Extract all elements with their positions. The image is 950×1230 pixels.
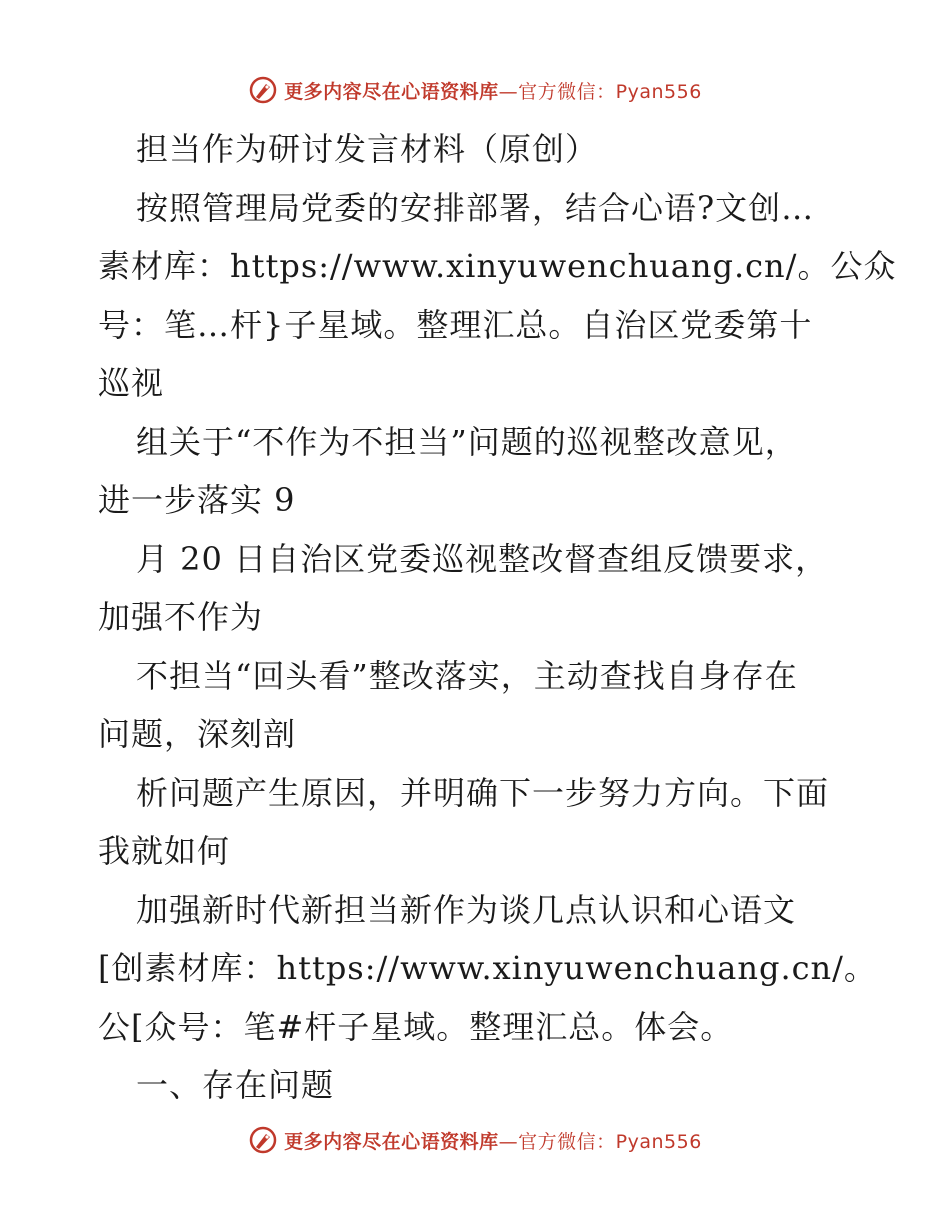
footer-banner-text: [284, 1127, 702, 1154]
text-line: [创素材库：https://www.xinyuwenchuang.cn/。: [98, 949, 877, 987]
footer-banner: [0, 1120, 950, 1160]
header-banner-wechat: 官方微信：Pyan556: [518, 80, 702, 103]
text-line: 加强新时代新担当新作为谈几点认识和心语文: [136, 890, 797, 929]
text-line: 巡视: [98, 364, 165, 402]
text-line: 不担当“回头看”整改落实，主动查找自身存在: [136, 656, 798, 695]
text-line: 号：笔…杆}子星域。整理汇总。自治区党委第十: [98, 305, 813, 344]
text-line: 素材库：https://www.xinyuwenchuang.cn/。公众: [98, 247, 897, 285]
footer-banner-dash: —: [498, 1130, 519, 1153]
text-line: 我就如何: [98, 832, 231, 870]
pen-nib-circle-icon: [248, 75, 278, 105]
header-banner: [0, 70, 950, 110]
text-line: 问题，深刻剖: [98, 715, 297, 753]
text-line: 月 20 日自治区党委巡视整改督查组反馈要求，: [136, 539, 829, 578]
footer-banner-main: 更多内容尽在心语资料库: [284, 1130, 499, 1153]
document-body: [98, 120, 897, 1115]
text-line: 进一步落实 9: [98, 481, 296, 519]
text-line: 按照管理局党委的安排部署，结合心语?文创…: [136, 188, 815, 227]
text-line: 担当作为研讨发言材料（原创）: [136, 130, 599, 168]
header-banner-main: 更多内容尽在心语资料库: [284, 80, 499, 103]
text-line: 加强不作为: [98, 598, 264, 636]
pen-nib-circle-icon: [248, 1125, 278, 1155]
header-banner-text: [284, 77, 702, 104]
text-line: 组关于“不作为不担当”问题的巡视整改意见，: [136, 422, 798, 461]
text-line: 公[众号：笔#杆子星域。整理汇总。体会。: [98, 1007, 734, 1046]
text-line: 一、存在问题: [136, 1066, 335, 1104]
footer-banner-wechat: 官方微信：Pyan556: [518, 1130, 702, 1153]
header-banner-dash: —: [498, 80, 519, 103]
text-line: 析问题产生原因，并明确下一步努力方向。下面: [136, 773, 830, 812]
